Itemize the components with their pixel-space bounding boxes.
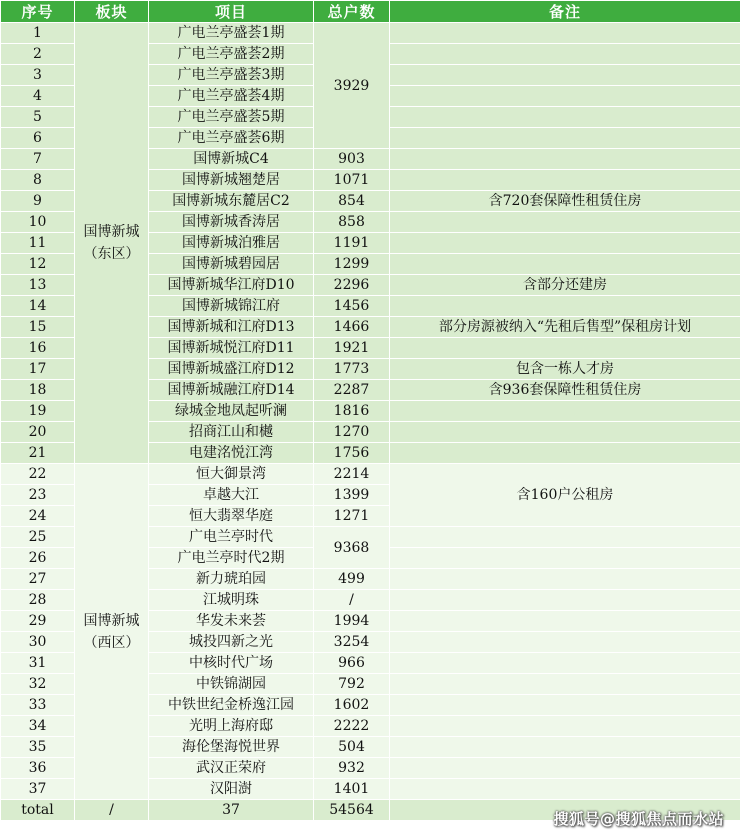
- row-note: [390, 338, 740, 359]
- header-units: 总户数: [314, 1, 390, 23]
- row-project: 城投四新之光: [149, 632, 314, 653]
- row-serial: 36: [1, 758, 75, 779]
- row-serial: 35: [1, 737, 75, 758]
- row-project: 恒大御景湾: [149, 464, 314, 485]
- row-units: 2296: [314, 275, 390, 296]
- row-project: 国博新城东麓居C2: [149, 191, 314, 212]
- watermark: 搜狐号@搜狐焦点而水站: [553, 810, 724, 828]
- row-note: [390, 233, 740, 254]
- row-serial: 18: [1, 380, 75, 401]
- row-project: 光明上海府邸: [149, 716, 314, 737]
- row-project: 国博新城泊雅居: [149, 233, 314, 254]
- row-note: [390, 779, 740, 800]
- row-project: 中核时代广场: [149, 653, 314, 674]
- row-units: 1773: [314, 359, 390, 380]
- row-units: 1756: [314, 443, 390, 464]
- row-units: 3929: [314, 23, 390, 149]
- row-units: 932: [314, 758, 390, 779]
- header-notes: 备注: [390, 1, 740, 23]
- row-serial: 37: [1, 779, 75, 800]
- header-project: 项目: [149, 1, 314, 23]
- row-note: [390, 107, 740, 128]
- district-label: （东区）: [83, 246, 140, 262]
- row-project: 中铁锦湖园: [149, 674, 314, 695]
- row-note: [390, 611, 740, 632]
- row-note: 含720套保障性租赁住房: [390, 191, 740, 212]
- row-units: 1071: [314, 170, 390, 191]
- row-serial: 8: [1, 170, 75, 191]
- row-project: 广电兰亭盛荟6期: [149, 128, 314, 149]
- row-note: [390, 128, 740, 149]
- row-note: [390, 443, 740, 464]
- row-project: 国博新城翘楚居: [149, 170, 314, 191]
- row-note: [390, 65, 740, 86]
- row-serial: 26: [1, 548, 75, 569]
- total-label: total: [1, 800, 75, 821]
- row-project: 电建洺悦江湾: [149, 443, 314, 464]
- row-note: [390, 716, 740, 737]
- district-cell-east: [75, 23, 149, 464]
- row-note: 包含一栋人才房: [390, 359, 740, 380]
- row-units: /: [314, 590, 390, 611]
- total-units: 54564: [314, 800, 390, 821]
- row-note: [390, 590, 740, 611]
- row-units: 1401: [314, 779, 390, 800]
- row-units: 854: [314, 191, 390, 212]
- row-note: [390, 23, 740, 44]
- total-projects: 37: [149, 800, 314, 821]
- row-serial: 25: [1, 527, 75, 548]
- row-note: 含160户公租房: [390, 464, 740, 527]
- row-serial: 31: [1, 653, 75, 674]
- row-units: 2214: [314, 464, 390, 485]
- row-note: [390, 674, 740, 695]
- row-units: 1994: [314, 611, 390, 632]
- row-serial: 1: [1, 23, 75, 44]
- row-note: [390, 86, 740, 107]
- row-note: [390, 212, 740, 233]
- header-district: 板块: [75, 1, 149, 23]
- row-serial: 13: [1, 275, 75, 296]
- row-note: [390, 569, 740, 590]
- row-serial: 32: [1, 674, 75, 695]
- row-serial: 17: [1, 359, 75, 380]
- row-project: 国博新城碧园居: [149, 254, 314, 275]
- row-note: [390, 632, 740, 653]
- row-serial: 5: [1, 107, 75, 128]
- row-units: 966: [314, 653, 390, 674]
- row-note: [390, 737, 740, 758]
- row-units: 1456: [314, 296, 390, 317]
- row-units: 9368: [314, 527, 390, 569]
- district-label: 国博新城: [83, 612, 140, 629]
- row-project: 恒大翡翠华庭: [149, 506, 314, 527]
- row-project: 武汉正荣府: [149, 758, 314, 779]
- row-note: [390, 44, 740, 65]
- row-serial: 6: [1, 128, 75, 149]
- row-serial: 10: [1, 212, 75, 233]
- row-project: 汉阳澍: [149, 779, 314, 800]
- row-serial: 23: [1, 485, 75, 506]
- row-note: [390, 758, 740, 779]
- row-units: 1602: [314, 695, 390, 716]
- row-units: 3254: [314, 632, 390, 653]
- row-project: 国博新城盛江府D12: [149, 359, 314, 380]
- row-project: 广电兰亭盛荟1期: [149, 23, 314, 44]
- row-serial: 14: [1, 296, 75, 317]
- row-note: [390, 527, 740, 548]
- table-row: [1, 464, 740, 485]
- row-note: [390, 296, 740, 317]
- row-note: 含936套保障性租赁住房: [390, 380, 740, 401]
- row-note: [390, 695, 740, 716]
- row-serial: 16: [1, 338, 75, 359]
- total-region: /: [75, 800, 149, 821]
- row-serial: 24: [1, 506, 75, 527]
- row-serial: 27: [1, 569, 75, 590]
- row-serial: 22: [1, 464, 75, 485]
- row-project: 国博新城悦江府D11: [149, 338, 314, 359]
- row-project: 国博新城华江府D10: [149, 275, 314, 296]
- row-project: 国博新城锦江府: [149, 296, 314, 317]
- row-units: 1816: [314, 401, 390, 422]
- row-units: 2222: [314, 716, 390, 737]
- row-project: 国博新城香涛居: [149, 212, 314, 233]
- row-units: 1399: [314, 485, 390, 506]
- row-units: 499: [314, 569, 390, 590]
- row-project: 绿城金地凤起听澜: [149, 401, 314, 422]
- table-header-row: [1, 1, 740, 23]
- row-project: 广电兰亭时代2期: [149, 548, 314, 569]
- row-serial: 29: [1, 611, 75, 632]
- row-project: 华发未来荟: [149, 611, 314, 632]
- row-units: 792: [314, 674, 390, 695]
- row-note: [390, 422, 740, 443]
- row-units: 1191: [314, 233, 390, 254]
- row-project: 招商江山和樾: [149, 422, 314, 443]
- row-note: 部分房源被纳入“先租后售型”保租房计划: [390, 317, 740, 338]
- table-row: [1, 23, 740, 44]
- row-note: [390, 548, 740, 569]
- row-units: 858: [314, 212, 390, 233]
- row-note: 含部分还建房: [390, 275, 740, 296]
- row-units: 1921: [314, 338, 390, 359]
- row-units: 903: [314, 149, 390, 170]
- row-project: 广电兰亭盛荟2期: [149, 44, 314, 65]
- row-serial: 3: [1, 65, 75, 86]
- row-project: 广电兰亭盛荟3期: [149, 65, 314, 86]
- row-units: 1271: [314, 506, 390, 527]
- row-project: 中铁世纪金桥逸江园: [149, 695, 314, 716]
- row-serial: 34: [1, 716, 75, 737]
- row-serial: 28: [1, 590, 75, 611]
- row-units: 1270: [314, 422, 390, 443]
- row-project: 国博新城融江府D14: [149, 380, 314, 401]
- row-serial: 15: [1, 317, 75, 338]
- row-serial: 9: [1, 191, 75, 212]
- row-units: 2287: [314, 380, 390, 401]
- row-serial: 11: [1, 233, 75, 254]
- row-serial: 19: [1, 401, 75, 422]
- row-serial: 7: [1, 149, 75, 170]
- row-serial: 33: [1, 695, 75, 716]
- row-project: 国博新城和江府D13: [149, 317, 314, 338]
- row-note: [390, 170, 740, 191]
- district-label: 国博新城: [83, 224, 140, 240]
- row-serial: 21: [1, 443, 75, 464]
- row-project: 海伦堡海悦世界: [149, 737, 314, 758]
- row-units: 504: [314, 737, 390, 758]
- row-project: 广电兰亭盛荟4期: [149, 86, 314, 107]
- row-note: [390, 254, 740, 275]
- row-note: [390, 401, 740, 422]
- district-label: （西区）: [83, 634, 140, 651]
- row-serial: 30: [1, 632, 75, 653]
- row-units: 1299: [314, 254, 390, 275]
- row-project: 江城明珠: [149, 590, 314, 611]
- row-serial: 12: [1, 254, 75, 275]
- row-project: 广电兰亭盛荟5期: [149, 107, 314, 128]
- header-serial: 序号: [1, 1, 75, 23]
- district-cell-west: [75, 464, 149, 800]
- row-note: [390, 149, 740, 170]
- row-serial: 4: [1, 86, 75, 107]
- row-units: 1466: [314, 317, 390, 338]
- row-project: 国博新城C4: [149, 149, 314, 170]
- row-project: 新力琥珀园: [149, 569, 314, 590]
- row-note: [390, 653, 740, 674]
- row-project: 卓越大江: [149, 485, 314, 506]
- row-serial: 20: [1, 422, 75, 443]
- row-project: 广电兰亭时代: [149, 527, 314, 548]
- row-serial: 2: [1, 44, 75, 65]
